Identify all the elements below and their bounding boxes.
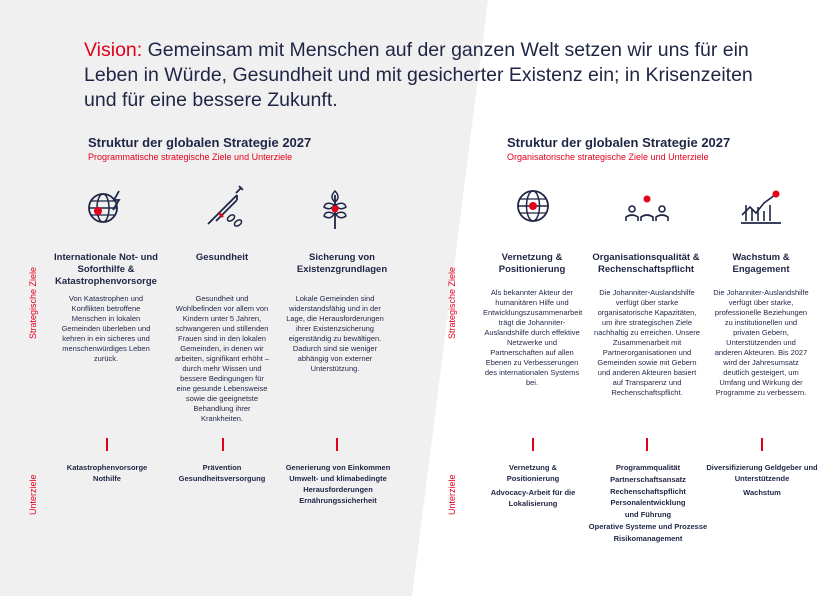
left-col2-body: Gesundheit und Wohlbefinden vor allem von Kindern unter 5 Jahren, schwangeren und stillenden Frauen sind in den lokalen Gemeinden, in denen wir arbeiten, signifikant erhöht – durch mehr Wissen und bessere Bedingungen für eine gesunde Lebensweise sowie die geeignetste Behandlung ihrer Krankheiten. <box>174 294 270 423</box>
subgoal-item: Partnerschaftsansatz <box>610 474 686 484</box>
right-col3-body: Die Johanniter-Auslandshilfe verfügt über starke, professionelle Beziehungen zu institutionellen und privaten Gebern, Unterstützenden und anderen Akteuren. Bis 2027 wird der Jahresumsatz deutlich gesteigert, um Umfang und Wirkung der Programme zu verbessern. <box>713 288 809 397</box>
subgoal-item: Diversifizierung Geldgeber und Unterstützende <box>706 463 818 483</box>
side-label-strategic-goals-right: Strategische Ziele <box>447 266 457 339</box>
side-label-sub-goals-left: Unterziele <box>28 474 38 515</box>
right-col3-title: Wachstum & Engagement <box>732 252 790 275</box>
subgoal-item: Umwelt- und klimabedingte Herausforderungen <box>289 474 387 494</box>
side-label-sub-goals-right: Unterziele <box>447 474 457 515</box>
subgoal-item: Rechenschaftspflicht <box>610 486 686 496</box>
right-section-subtitle: Organisatorische strategische Ziele und Unterziele <box>507 152 709 162</box>
vision-text: Gemeinsam mit Menschen auf der ganzen Welt setzen wir uns für ein Leben in Würde, Gesundheit und mit gesicherter Existenz ein; in Krisenzeiten und für eine bessere Zukunft. <box>84 39 753 111</box>
left-col1-title: Internationale Not- und Soforthilfe & Katastrophenvorsorge <box>54 252 158 287</box>
right-col1-title: Vernetzung & Positionierung <box>498 252 566 275</box>
subgoal-item: Operative Systeme und Prozesse <box>588 521 708 531</box>
divider-tick <box>532 438 534 451</box>
vision-statement <box>84 38 784 113</box>
divider-tick <box>336 438 338 451</box>
left-col3-title: Sicherung von Existenzgrundlagen <box>296 252 388 275</box>
globe-network-icon <box>510 185 556 231</box>
divider-tick <box>761 438 763 451</box>
left-col1-body: Von Katastrophen und Konflikten betroffene Menschen in lokalen Gemeinden überleben und kehren in ein sicheres und menschenwürdiges Leben zurück. <box>61 294 151 363</box>
subgoal-item: Nothilfe <box>93 474 121 483</box>
right-col2-body: Die Johanniter-Auslandshilfe verfügt über starke organisatorische Kapazitäten, um ihre strategischen Ziele nachhaltig zu erreichen. Unsere Zusammenarbeit mit Partnerorganisationen und Gemeinden sowie mit Gebern und anderen Akteuren basiert auf Transparenz und Rechenschaftspflicht. <box>594 288 700 397</box>
subgoal-item: Advocacy-Arbeit für die Lokalisierung <box>490 488 576 508</box>
subgoal-item: Prävention <box>202 463 242 472</box>
left-section-subtitle: Programmatische strategische Ziele und Unterziele <box>88 152 293 162</box>
left-col3-body: Lokale Gemeinden sind widerstandsfähig und in der Lage, die Herausforderungen ihrer Existenzsicherung eigenständig zu bewältigen. Dadurch sind sie weniger abhängig von externer Unterstützung. <box>286 294 384 373</box>
divider-tick <box>106 438 108 451</box>
left-col3-subgoals <box>276 462 400 506</box>
people-group-icon <box>624 187 670 233</box>
subgoal-item: Personalentwicklung und Führung <box>610 498 686 520</box>
right-col3-subgoals <box>706 462 818 498</box>
divider-tick <box>222 438 224 451</box>
right-col2-title: Organisationsqualität & Rechenschaftspflicht <box>592 252 700 275</box>
right-col1-body: Als bekannter Akteur der humanitären Hilfe und Entwicklungszusammenarbeit trägt die Johanniter-Auslandshilfe durch effektive Netzwerke und Partnerschaften auf allen Ebenen zu Verbesserungen des internationalen Systems bei. <box>483 288 583 387</box>
subgoal-item: Gesundheitsversorgung <box>178 474 266 483</box>
divider-tick <box>646 438 648 451</box>
subgoal-item: Generierung von Einkommen <box>285 463 391 472</box>
subgoal-item: Katastrophenvorsorge <box>66 463 148 472</box>
right-section-title: Struktur der globalen Strategie 2027 <box>507 135 731 150</box>
subgoal-item: Ernährungssicherheit <box>299 496 377 505</box>
left-col1-subgoals <box>52 462 162 484</box>
syringe-pills-icon <box>203 185 249 231</box>
subgoal-item: Wachstum <box>743 488 781 497</box>
right-col2-subgoals <box>576 462 720 545</box>
left-col2-title: Gesundheit <box>195 252 249 263</box>
subgoal-item: Vernetzung & Positionierung <box>506 463 560 483</box>
left-col2-subgoals <box>167 462 277 484</box>
globe-lightning-icon <box>83 185 129 231</box>
vision-label: Vision: <box>84 39 143 61</box>
wheat-icon <box>312 185 358 231</box>
left-section-title: Struktur der globalen Strategie 2027 <box>88 135 312 150</box>
subgoal-item: Risikomanagement <box>613 533 683 543</box>
side-label-strategic-goals-left: Strategische Ziele <box>28 266 38 339</box>
growth-chart-icon <box>738 185 784 231</box>
subgoal-item: Programmqualität <box>615 463 681 472</box>
right-col1-subgoals <box>487 462 579 509</box>
